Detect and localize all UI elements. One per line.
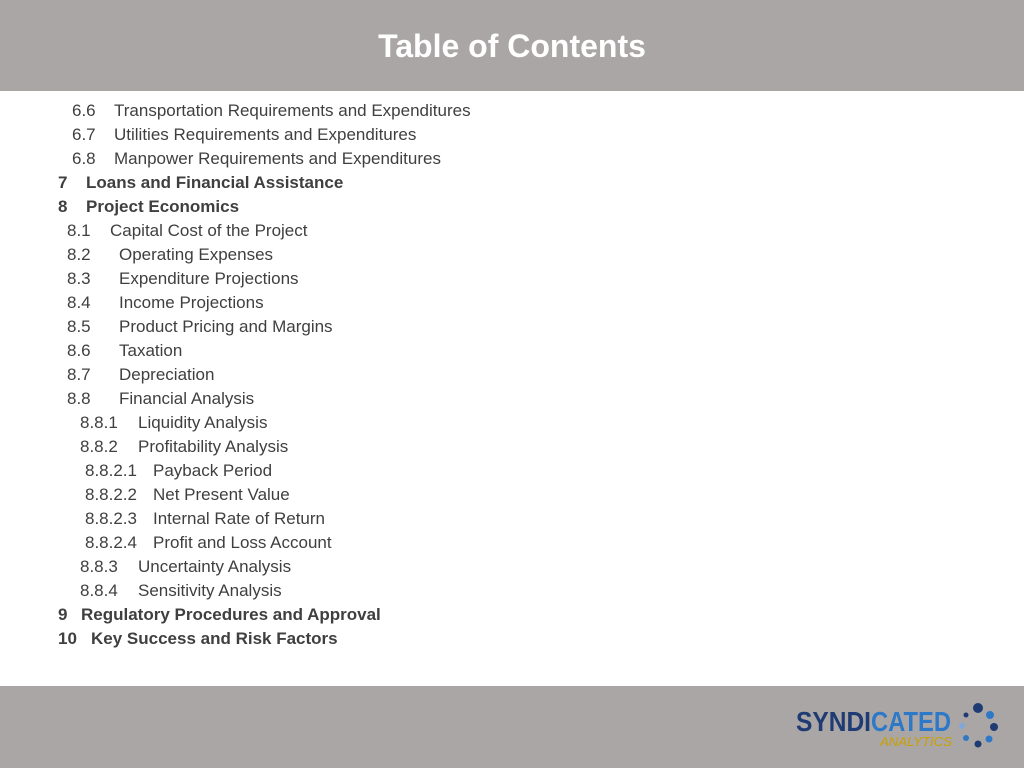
toc-entry-title: Manpower Requirements and Expenditures	[114, 149, 441, 168]
toc-entry-number: 8.6	[67, 341, 91, 360]
toc-entry-title: Capital Cost of the Project	[110, 221, 308, 240]
toc-entry	[0, 387, 1024, 411]
toc-entry	[0, 171, 1024, 195]
svg-text:ANALYTICS: ANALYTICS	[878, 734, 953, 749]
toc-entry-title: Product Pricing and Margins	[119, 317, 333, 336]
svg-text:CATED: CATED	[871, 706, 951, 737]
toc-entry	[0, 555, 1024, 579]
toc-entry	[0, 531, 1024, 555]
toc-entry-title: Liquidity Analysis	[138, 413, 268, 432]
toc-entry	[0, 147, 1024, 171]
toc-entry-number: 8.8.1	[80, 413, 118, 432]
toc-entry	[0, 459, 1024, 483]
toc-entry-number: 7	[58, 173, 68, 192]
toc-entry-number: 10	[58, 629, 77, 648]
toc-entry-title: Internal Rate of Return	[153, 509, 325, 528]
toc-entry	[0, 435, 1024, 459]
svg-text:SYNDI: SYNDI	[796, 706, 871, 737]
toc-entry	[0, 99, 1024, 123]
toc-entry-title: Net Present Value	[153, 485, 290, 504]
toc-entry	[0, 627, 1024, 651]
toc-entry	[0, 579, 1024, 603]
toc-entry-number: 8.5	[67, 317, 91, 336]
toc-entry-number: 8.8.2.2	[85, 485, 137, 504]
toc-entry	[0, 267, 1024, 291]
toc-entry-title: Income Projections	[119, 293, 264, 312]
toc-entry-title: Profit and Loss Account	[153, 533, 332, 552]
toc-entry	[0, 507, 1024, 531]
toc-entry	[0, 603, 1024, 627]
toc-entry-title: Project Economics	[86, 197, 240, 216]
syndicated-analytics-logo	[790, 700, 1006, 754]
toc-entry	[0, 195, 1024, 219]
toc-entry-title: Uncertainty Analysis	[138, 557, 292, 576]
toc-entry-title: Utilities Requirements and Expenditures	[114, 125, 417, 144]
toc-entry-number: 8.4	[67, 293, 91, 312]
toc-entry	[0, 411, 1024, 435]
toc-entry-title: Payback Period	[153, 461, 273, 480]
toc-entry-number: 8.8.3	[80, 557, 118, 576]
toc-entry-title: Regulatory Procedures and Approval	[81, 605, 381, 624]
toc-entry-number: 8.8.2.4	[85, 533, 137, 552]
toc-entry-number: 8.8	[67, 389, 91, 408]
toc-entry-number: 8.8.4	[80, 581, 118, 600]
toc-entry-title: Taxation	[119, 341, 183, 360]
toc-entry	[0, 243, 1024, 267]
toc-entry-title: Loans and Financial Assistance	[86, 173, 344, 192]
logo-dots-icon	[959, 703, 998, 748]
toc-entry-title: Operating Expenses	[119, 245, 274, 264]
toc-entry	[0, 339, 1024, 363]
toc-entry-title: Depreciation	[119, 365, 215, 384]
toc-entry-title: Key Success and Risk Factors	[91, 629, 338, 648]
toc-entry-title: Expenditure Projections	[119, 269, 299, 288]
toc-entry-number: 8.8.2	[80, 437, 118, 456]
toc-entry-number: 6.7	[72, 125, 96, 144]
toc-entry-number: 8	[58, 197, 68, 216]
toc-entry-title: Financial Analysis	[119, 389, 255, 408]
toc-entry	[0, 291, 1024, 315]
toc-entry	[0, 483, 1024, 507]
toc-entry-title: Sensitivity Analysis	[138, 581, 282, 600]
page-title: Table of Contents	[378, 28, 646, 64]
toc-entry-title: Profitability Analysis	[138, 437, 289, 456]
toc-entry	[0, 219, 1024, 243]
toc-entry-number: 6.8	[72, 149, 96, 168]
toc-entry-number: 8.2	[67, 245, 91, 264]
toc-entry-number: 8.3	[67, 269, 91, 288]
toc-entry	[0, 363, 1024, 387]
toc-entry-title: Transportation Requirements and Expenditures	[114, 101, 471, 120]
toc-entry-number: 9	[58, 605, 68, 624]
toc-entry-number: 8.7	[67, 365, 91, 384]
toc-entry	[0, 123, 1024, 147]
toc-entry-number: 6.6	[72, 101, 96, 120]
toc-entry-number: 8.8.2.3	[85, 509, 137, 528]
slide-header	[0, 0, 1024, 91]
slide-footer	[0, 686, 1024, 768]
toc-entry-number: 8.8.2.1	[85, 461, 137, 480]
toc-entry	[0, 315, 1024, 339]
toc-entry-number: 8.1	[67, 221, 91, 240]
